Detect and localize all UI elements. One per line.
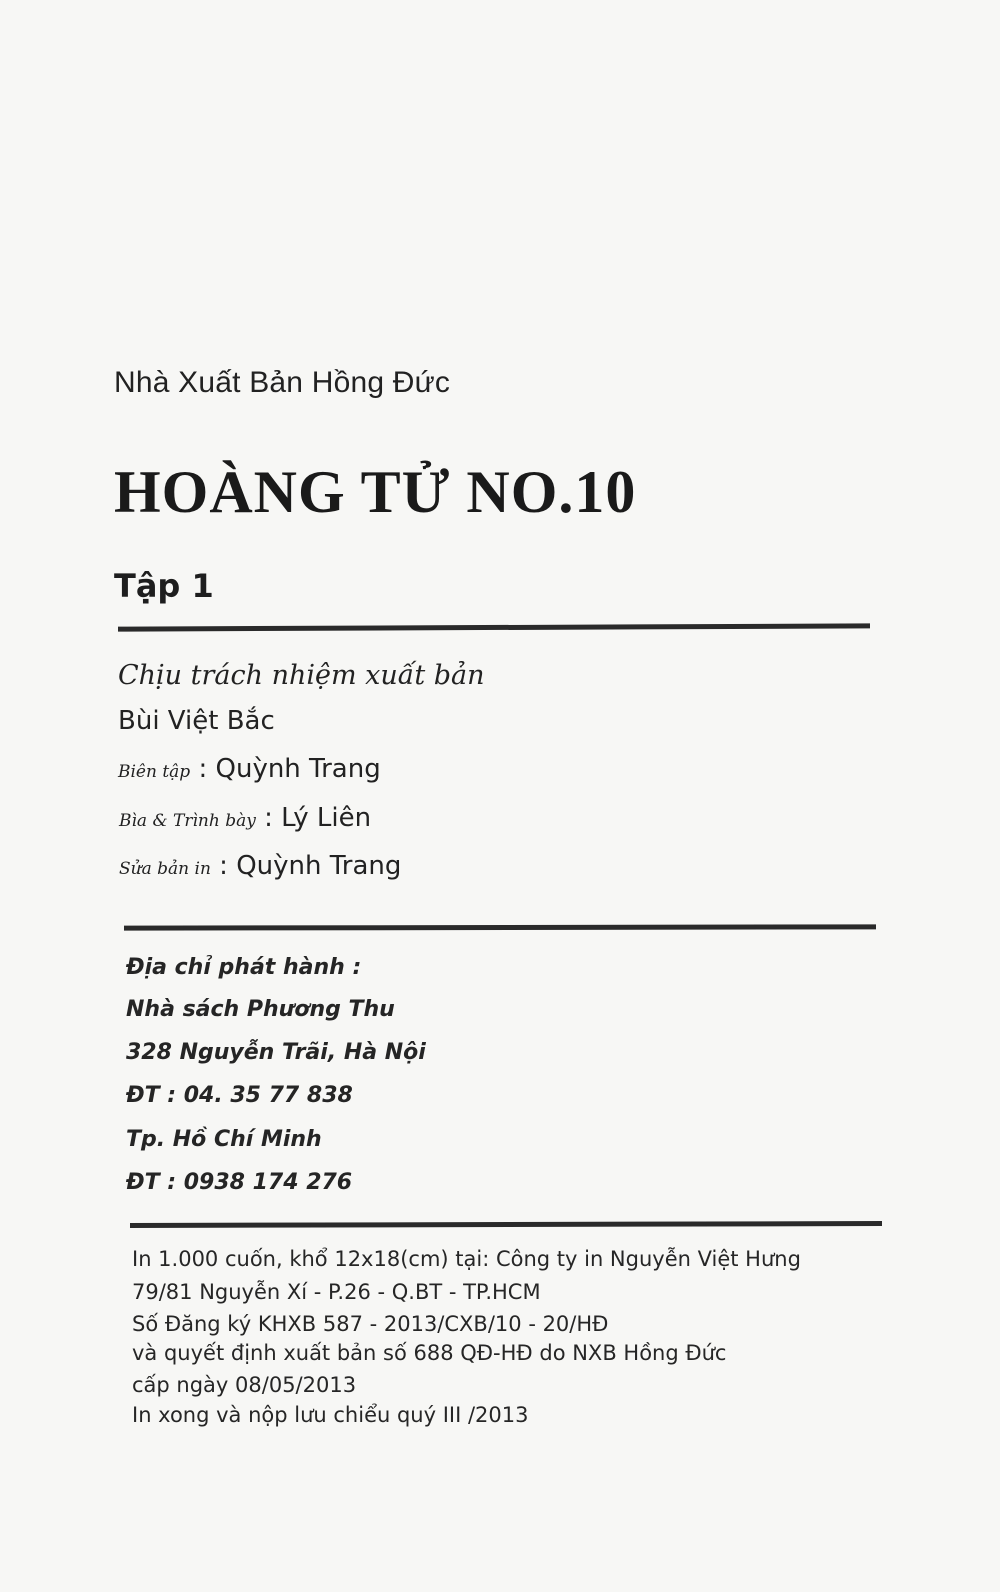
divider [124,924,876,930]
separator: : [210,851,237,881]
printing-line: Số Đăng ký KHXB 587 - 2013/CXB/10 - 20/HĐ [132,1312,609,1336]
city-hcm: Tp. Hồ Chí Minh [126,1127,322,1152]
cover-designer-name: Lý Liên [281,803,372,833]
printing-line: và quyết định xuất bản số 688 QĐ-HĐ do NXB Hồng Đức [132,1341,727,1365]
phone-hcm: ĐT : 0938 174 276 [126,1170,353,1195]
printing-line: In 1.000 cuốn, khổ 12x18(cm) tại: Công ty in Nguyễn Việt Hưng [132,1247,801,1271]
book-title: HOÀNG TỬ NO.10 [114,459,637,525]
separator: : [190,754,216,784]
editor-name: Quỳnh Trang [215,754,381,784]
phone-hanoi: ĐT : 04. 35 77 838 [126,1083,353,1108]
responsible-person: Bùi Việt Bắc [118,706,275,736]
cover-label: Bìa & Trình bày [119,811,256,831]
volume-label: Tập 1 [114,567,214,605]
printing-line: In xong và nộp lưu chiểu quý III /2013 [132,1403,529,1427]
printing-line: 79/81 Nguyễn Xí - P.26 - Q.BT - TP.HCM [132,1280,541,1304]
proof-label: Sửa bản in [119,859,211,879]
publisher-name: Nhà Xuất Bản Hồng Đức [114,366,451,399]
cover-design-line [119,803,371,833]
divider [130,1221,882,1228]
editor-line [118,754,381,784]
bookstore-name: Nhà sách Phương Thu [126,997,395,1022]
separator: : [255,803,282,833]
distribution-heading: Địa chỉ phát hành : [126,955,362,980]
printing-line: cấp ngày 08/05/2013 [132,1373,357,1397]
responsibility-heading: Chịu trách nhiệm xuất bản [118,660,485,691]
proofreading-line [119,851,401,881]
divider [118,623,870,631]
proofreader-name: Quỳnh Trang [236,851,402,881]
bookstore-address: 328 Nguyễn Trãi, Hà Nội [126,1040,426,1065]
editor-label: Biên tập [118,762,191,782]
